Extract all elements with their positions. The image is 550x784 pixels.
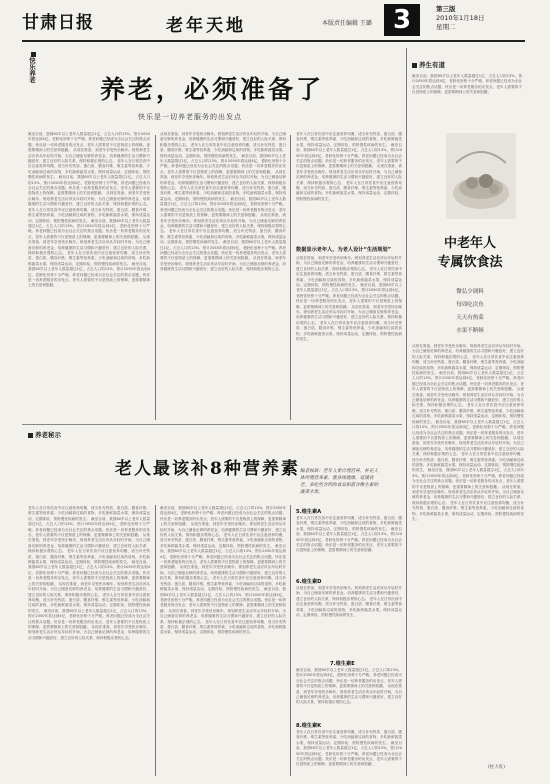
headline: 老人最该补8种营养素 — [115, 459, 300, 479]
section-divider — [22, 424, 402, 425]
section-tag: 养老秘示 — [28, 430, 61, 439]
headline: 养老，必须准备了 — [100, 75, 325, 104]
rhyme-line: 天天有热菜 — [456, 315, 484, 321]
editor-line: 本版责任编辑 王璐 — [322, 20, 372, 27]
column-divider — [290, 135, 291, 420]
issue-weekday: 星期二 — [436, 23, 456, 31]
article-body: 从现在准备，到老年享受快乐晚年。规划养老生活应该从年轻时开始，为自己储备足够的养老金，培养健康的生活习惯和兴趣爱好，建立良好的人际关系，保持积极乐观的心态。 老年人在日常饮食中应注意营养均衡，适当补充钙质、蛋白质、膳食纤维、维生素等营养素，少吃油腻和过咸的食物，多吃新鲜蔬菜水果，保持适量运动，定期体检，预防慢性疾病的发生。 — [296, 586, 402, 618]
article-body: 老年人在日常饮食中应注意营养均衡，适当补充钙质、蛋白质、膳食纤维、维生素等营养素，少吃油腻和过咸的食物，多吃新鲜蔬菜水果，保持适量运动，定期体检，预防慢性疾病的发生。 截至目前，我国60岁以上老年人数量超过1亿，占总人口的13%，预计2050年将达到4亿，老龄化形势十分严峻。养老问题已经成为全社会关注的焦点话题。快乐是一切养老服务的出发点，老年人需要的不仅是物质上的保障，更需要精神上的关爱和慰藉。 从现在准备，到老年享受快乐晚年。规划养老生活应该从年轻时开始，为自己储备足够的养老金，培养健康的生活习惯和兴趣爱好，建立良好的人际关系，保持积极乐观的心态。 老年人在日常饮食中应注意营养均衡，适当补充钙质、蛋白质、膳食纤维、维生素等营养素，少吃油腻和过咸的食物，多吃新鲜蔬菜水果，保持适量运动，定期体检，预防慢性疾病的发生。 — [296, 132, 402, 201]
newspaper-logo: 甘肃日报 — [22, 13, 94, 33]
subheading: 6.维生素D — [296, 579, 322, 585]
photo-illustration — [446, 133, 516, 219]
header-rule — [22, 40, 525, 42]
subheading: 7.维生素E — [330, 661, 355, 667]
byline: (柱大旺) — [488, 765, 506, 770]
column-divider — [155, 135, 156, 420]
article-body: 从现在准备，到老年享受快乐晚年。规划养老生活应该从年轻时开始，为自己储备足够的养老金，培养健康的生活习惯和兴趣爱好，建立良好的人际关系，保持积极乐观的心态。 老年人在日常饮食中应注意营养均衡，适当补充钙质、蛋白质、膳食纤维、维生素等营养素，少吃油腻和过咸的食物，多吃新鲜蔬菜水果，保持适量运动，定期体检，预防慢性疾病的发生。 截至目前，我国60岁以上老年人数量超过1亿，占总人口的13%，预计2050年将达到4亿，老龄化形势十分严峻。养老问题已经成为全社会关注的焦点话题。快乐是一切养老服务的出发点，老年人需要的不仅是物质上的保障，更需要精神上的关爱和慰藉。 从现在准备，到老年享受快乐晚年。规划养老生活应该从年轻时开始，为自己储备足够的养老金，培养健康的生活习惯和兴趣爱好，建立良好的人际关系，保持积极乐观的心态。 老年人在日常饮食中应注意营养均衡，适当补充钙质、蛋白质、膳食纤维、维生素等营养素，少吃油腻和过咸的食物，多吃新鲜蔬菜水果，保持适量运动，定期体检，预防慢性疾病的发生。 截至目前，我国60岁以上老年人数量超过1亿，占总人口的13%，预计2050年将达到4亿，老龄化形势十分严峻。养老问题已经成为全社会关注的焦点话题。快乐是一切养老服务的出发点，老年人需要的不仅是物质上的保障，更需要精神上的关爱和慰藉。 从现在准备，到老年享受快乐晚年。规划养老生活应该从年轻时开始，为自己储备足够的养老金，培养健康的生活习惯和兴趣爱好，建立良好的人际关系，保持积极乐观的心态。 老年人在日常饮食中应注意营养均衡，适当补充钙质、蛋白质、膳食纤维、维生素等营养素，少吃油腻和过咸的食物，多吃新鲜蔬菜水果，保持适量运动，定期体检，预防慢性疾病的发生。 截至目前，我国60岁以上老年人数量超过1亿，占总人口的13%，预计2050年将达到4亿，老龄化形势十分严峻。养老问题已经成为全社会关注的焦点话题。快乐是一切养老服务的出发点，老年人需要的不仅是物质上的保障，更需要精神上的关爱和慰藉。 从现在准备，到老年享受快乐晚年。规划养老生活应该从年轻时开始，为自己储备足够的养老金，培养健康的生活习惯和兴趣爱好，建立良好的人际关系，保持积极乐观的心态。 老年人在日常饮食中应注意营养均衡，适当补充钙质、蛋白质、膳食纤维、维生素等营养素，少吃油腻和过咸的食物，多吃新鲜蔬菜水果，保持适量运动，定期体检，预防慢性疾病的发生。 — [412, 344, 524, 521]
subheading: 数据显示老年人，为老人设计“生活规划” — [296, 247, 392, 253]
section-tag: 养生有道 — [412, 60, 445, 69]
article-body: 截至目前，我国60岁以上老年人数量超过1亿，占总人口的13%，预计2050年将达到4亿，老龄化形势十分严峻。养老问题已经成为全社会关注的焦点话题。快乐是一切养老服务的出发点，老年人需要的不仅是物质上的保障，更需要精神上的关爱和慰藉。 从现在准备，到老年享受快乐晚年。规划养老生活应该从年轻时开始，为自己储备足够的养老金，培养健康的生活习惯和兴趣爱好，建立良好的人际关系，保持积极乐观的心态。 — [296, 668, 402, 705]
column-divider — [290, 505, 291, 776]
article-body: 从现在准备，到老年享受快乐晚年。规划养老生活应该从年轻时开始，为自己储备足够的养老金，培养健康的生活习惯和兴趣爱好，建立良好的人际关系，保持积极乐观的心态。 老年人在日常饮食中应注意营养均衡，适当补充钙质、蛋白质、膳食纤维、维生素等营养素，少吃油腻和过咸的食物，多吃新鲜蔬菜水果，保持适量运动，定期体检，预防慢性疾病的发生。 截至目前，我国60岁以上老年人数量超过1亿，占总人口的13%，预计2050年将达到4亿，老龄化形势十分严峻。养老问题已经成为全社会关注的焦点话题。快乐是一切养老服务的出发点，老年人需要的不仅是物质上的保障，更需要精神上的关爱和慰藉。 从现在准备，到老年享受快乐晚年。规划养老生活应该从年轻时开始，为自己储备足够的养老金，培养健康的生活习惯和兴趣爱好，建立良好的人际关系，保持积极乐观的心态。 老年人在日常饮食中应注意营养均衡，适当补充钙质、蛋白质、膳食纤维、维生素等营养素，少吃油腻和过咸的食物，多吃新鲜蔬菜水果，保持适量运动，定期体检，预防慢性疾病的发生。 截至目前，我国60岁以上老年人数量超过1亿，占总人口的13%，预计2050年将达到4亿，老龄化形势十分严峻。养老问题已经成为全社会关注的焦点话题。快乐是一切养老服务的出发点，老年人需要的不仅是物质上的保障，更需要精神上的关爱和慰藉。 从现在准备，到老年享受快乐晚年。规划养老生活应该从年轻时开始，为自己储备足够的养老金，培养健康的生活习惯和兴趣爱好，建立良好的人际关系，保持积极乐观的心态。 老年人在日常饮食中应注意营养均衡，适当补充钙质、蛋白质、膳食纤维、维生素等营养素，少吃油腻和过咸的食物，多吃新鲜蔬菜水果，保持适量运动，定期体检，预防慢性疾病的发生。 截至目前，我国60岁以上老年人数量超过1亿，占总人口的13%，预计2050年将达到4亿，老龄化形势十分严峻。养老问题已经成为全社会关注的焦点话题。快乐是一切养老服务的出发点，老年人需要的不仅是物质上的保障，更需要精神上的关爱和慰藉。 从现在准备，到老年享受快乐晚年。规划养老生活应该从年轻时开始，为自己储备足够的养老金，培养健康的生活习惯和兴趣爱好，建立良好的人际关系，保持积极乐观的心态。 — [160, 132, 286, 272]
page-number: 3 — [384, 4, 420, 36]
editor-note: 编者按语：老年人要合理营养，补充人体所需营养素，使身体健康，延缓衰老。多吃些含钙的食品和富含维生素的蔬菜水果。 — [300, 469, 379, 495]
edition-label: 第三版 — [436, 5, 456, 13]
article-body: 老年人在日常饮食中应注意营养均衡，适当补充钙质、蛋白质、膳食纤维、维生素等营养素，少吃油腻和过咸的食物，多吃新鲜蔬菜水果，保持适量运动，定期体检，预防慢性疾病的发生。 截至目前，我国60岁以上老年人数量超过1亿，占总人口的13%，预计2050年将达到4亿，老龄化形势十分严峻。养老问题已经成为全社会关注的焦点话题。快乐是一切养老服务的出发点，老年人需要的不仅是物质上的保障，更需要精神上的关爱和慰藉。 — [296, 730, 402, 767]
section-tag: 快乐养老 — [28, 52, 38, 83]
issue-info — [436, 5, 484, 32]
article-body: 从现在准备，到老年享受快乐晚年。规划养老生活应该从年轻时开始，为自己储备足够的养老金，培养健康的生活习惯和兴趣爱好，建立良好的人际关系，保持积极乐观的心态。 老年人在日常饮食中应注意营养均衡，适当补充钙质、蛋白质、膳食纤维、维生素等营养素，少吃油腻和过咸的食物，多吃新鲜蔬菜水果，保持适量运动，定期体检，预防慢性疾病的发生。 截至目前，我国60岁以上老年人数量超过1亿，占总人口的13%，预计2050年将达到4亿，老龄化形势十分严峻。养老问题已经成为全社会关注的焦点话题。快乐是一切养老服务的出发点，老年人需要的不仅是物质上的保障，更需要精神上的关爱和慰藉。 从现在准备，到老年享受快乐晚年。规划养老生活应该从年轻时开始，为自己储备足够的养老金，培养健康的生活习惯和兴趣爱好，建立良好的人际关系，保持积极乐观的心态。 老年人在日常饮食中应注意营养均衡，适当补充钙质、蛋白质、膳食纤维、维生素等营养素，少吃油腻和过咸的食物，多吃新鲜蔬菜水果，保持适量运动，定期体检，预防慢性疾病的发生。 — [296, 256, 402, 342]
article-body: 截至目前，我国60岁以上老年人数量超过1亿，占总人口的13%，预计2050年将达到4亿，老龄化形势十分严峻。养老问题已经成为全社会关注的焦点话题。快乐是一切养老服务的出发点，老年人需要的不仅是物质上的保障，更需要精神上的关爱和慰藉。 从现在准备，到老年享受快乐晚年。规划养老生活应该从年轻时开始，为自己储备足够的养老金，培养健康的生活习惯和兴趣爱好，建立良好的人际关系，保持积极乐观的心态。 老年人在日常饮食中应注意营养均衡，适当补充钙质、蛋白质、膳食纤维、维生素等营养素，少吃油腻和过咸的食物，多吃新鲜蔬菜水果，保持适量运动，定期体检，预防慢性疾病的发生。 截至目前，我国60岁以上老年人数量超过1亿，占总人口的13%，预计2050年将达到4亿，老龄化形势十分严峻。养老问题已经成为全社会关注的焦点话题。快乐是一切养老服务的出发点，老年人需要的不仅是物质上的保障，更需要精神上的关爱和慰藉。 从现在准备，到老年享受快乐晚年。规划养老生活应该从年轻时开始，为自己储备足够的养老金，培养健康的生活习惯和兴趣爱好，建立良好的人际关系，保持积极乐观的心态。 老年人在日常饮食中应注意营养均衡，适当补充钙质、蛋白质、膳食纤维、维生素等营养素，少吃油腻和过咸的食物，多吃新鲜蔬菜水果，保持适量运动，定期体检，预防慢性疾病的发生。 截至目前，我国60岁以上老年人数量超过1亿，占总人口的13%，预计2050年将达到4亿，老龄化形势十分严峻。养老问题已经成为全社会关注的焦点话题。快乐是一切养老服务的出发点，老年人需要的不仅是物质上的保障，更需要精神上的关爱和慰藉。 从现在准备，到老年享受快乐晚年。规划养老生活应该从年轻时开始，为自己储备足够的养老金，培养健康的生活习惯和兴趣爱好，建立良好的人际关系，保持积极乐观的心态。 老年人在日常饮食中应注意营养均衡，适当补充钙质、蛋白质、膳食纤维、维生素等营养素，少吃油腻和过咸的食物，多吃新鲜蔬菜水果，保持适量运动，定期体检，预防慢性疾病的发生。 截至目前，我国60岁以上老年人数量超过1亿，占总人口的13%，预计2050年将达到4亿，老龄化形势十分严峻。养老问题已经成为全社会关注的焦点话题。快乐是一切养老服务的出发点，老年人需要的不仅是物质上的保障，更需要精神上的关爱和慰藉。 — [28, 132, 150, 288]
rhyme-line: 水果不断顿 — [456, 328, 484, 334]
column-divider — [155, 505, 156, 776]
subheading: 5.维生素A — [296, 509, 322, 515]
article-body: 老年人在日常饮食中应注意营养均衡，适当补充钙质、蛋白质、膳食纤维、维生素等营养素，少吃油腻和过咸的食物，多吃新鲜蔬菜水果，保持适量运动，定期体检，预防慢性疾病的发生。 截至目前，我国60岁以上老年人数量超过1亿，占总人口的13%，预计2050年将达到4亿，老龄化形势十分严峻。养老问题已经成为全社会关注的焦点话题。快乐是一切养老服务的出发点，老年人需要的不仅是物质上的保障，更需要精神上的关爱和慰藉。 — [296, 516, 402, 553]
feature-title: 中老年人 专属饮食法 — [437, 236, 503, 270]
issue-date: 2010年1月18日 — [436, 14, 485, 22]
subheading: 8.维生素K — [296, 723, 322, 729]
diet-rhyme — [425, 286, 515, 338]
rhyme-line: 微弘少调料 — [456, 289, 484, 295]
article-body: 截至目前，我国60岁以上老年人数量超过1亿，占总人口的13%，预计2050年将达到4亿，老龄化形势十分严峻。养老问题已经成为全社会关注的焦点话题。快乐是一切养老服务的出发点，老年人需要的不仅是物质上的保障，更需要精神上的关爱和慰藉。 — [412, 74, 522, 95]
rhyme-line: 每周吃次鱼 — [456, 302, 484, 308]
article-body: 截至目前，我国60岁以上老年人数量超过1亿，占总人口的13%，预计2050年将达到4亿，老龄化形势十分严峻。养老问题已经成为全社会关注的焦点话题。快乐是一切养老服务的出发点，老年人需要的不仅是物质上的保障，更需要精神上的关爱和慰藉。 从现在准备，到老年享受快乐晚年。规划养老生活应该从年轻时开始，为自己储备足够的养老金，培养健康的生活习惯和兴趣爱好，建立良好的人际关系，保持积极乐观的心态。 老年人在日常饮食中应注意营养均衡，适当补充钙质、蛋白质、膳食纤维、维生素等营养素，少吃油腻和过咸的食物，多吃新鲜蔬菜水果，保持适量运动，定期体检，预防慢性疾病的发生。 截至目前，我国60岁以上老年人数量超过1亿，占总人口的13%，预计2050年将达到4亿，老龄化形势十分严峻。养老问题已经成为全社会关注的焦点话题。快乐是一切养老服务的出发点，老年人需要的不仅是物质上的保障，更需要精神上的关爱和慰藉。 从现在准备，到老年享受快乐晚年。规划养老生活应该从年轻时开始，为自己储备足够的养老金，培养健康的生活习惯和兴趣爱好，建立良好的人际关系，保持积极乐观的心态。 老年人在日常饮食中应注意营养均衡，适当补充钙质、蛋白质、膳食纤维、维生素等营养素，少吃油腻和过咸的食物，多吃新鲜蔬菜水果，保持适量运动，定期体检，预防慢性疾病的发生。 截至目前，我国60岁以上老年人数量超过1亿，占总人口的13%，预计2050年将达到4亿，老龄化形势十分严峻。养老问题已经成为全社会关注的焦点话题。快乐是一切养老服务的出发点，老年人需要的不仅是物质上的保障，更需要精神上的关爱和慰藉。 从现在准备，到老年享受快乐晚年。规划养老生活应该从年轻时开始，为自己储备足够的养老金，培养健康的生活习惯和兴趣爱好，建立良好的人际关系，保持积极乐观的心态。 老年人在日常饮食中应注意营养均衡，适当补充钙质、蛋白质、膳食纤维、维生素等营养素，少吃油腻和过咸的食物，多吃新鲜蔬菜水果，保持适量运动，定期体检，预防慢性疾病的发生。 — [160, 506, 286, 635]
subheadline: 快乐是一切养老服务的出发点 — [138, 113, 242, 121]
article-body: 老年人在日常饮食中应注意营养均衡，适当补充钙质、蛋白质、膳食纤维、维生素等营养素，少吃油腻和过咸的食物，多吃新鲜蔬菜水果，保持适量运动，定期体检，预防慢性疾病的发生。 截至目前，我国60岁以上老年人数量超过1亿，占总人口的13%，预计2050年将达到4亿，老龄化形势十分严峻。养老问题已经成为全社会关注的焦点话题。快乐是一切养老服务的出发点，老年人需要的不仅是物质上的保障，更需要精神上的关爱和慰藉。 从现在准备，到老年享受快乐晚年。规划养老生活应该从年轻时开始，为自己储备足够的养老金，培养健康的生活习惯和兴趣爱好，建立良好的人际关系，保持积极乐观的心态。 老年人在日常饮食中应注意营养均衡，适当补充钙质、蛋白质、膳食纤维、维生素等营养素，少吃油腻和过咸的食物，多吃新鲜蔬菜水果，保持适量运动，定期体检，预防慢性疾病的发生。 截至目前，我国60岁以上老年人数量超过1亿，占总人口的13%，预计2050年将达到4亿，老龄化形势十分严峻。养老问题已经成为全社会关注的焦点话题。快乐是一切养老服务的出发点，老年人需要的不仅是物质上的保障，更需要精神上的关爱和慰藉。 从现在准备，到老年享受快乐晚年。规划养老生活应该从年轻时开始，为自己储备足够的养老金，培养健康的生活习惯和兴趣爱好，建立良好的人际关系，保持积极乐观的心态。 老年人在日常饮食中应注意营养均衡，适当补充钙质、蛋白质、膳食纤维、维生素等营养素，少吃油腻和过咸的食物，多吃新鲜蔬菜水果，保持适量运动，定期体检，预防慢性疾病的发生。 截至目前，我国60岁以上老年人数量超过1亿，占总人口的13%，预计2050年将达到4亿，老龄化形势十分严峻。养老问题已经成为全社会关注的焦点话题。快乐是一切养老服务的出发点，老年人需要的不仅是物质上的保障，更需要精神上的关爱和慰藉。 从现在准备，到老年享受快乐晚年。规划养老生活应该从年轻时开始，为自己储备足够的养老金，培养健康的生活习惯和兴趣爱好，建立良好的人际关系，保持积极乐观的心态。 — [28, 506, 150, 640]
section-title: 老年天地 — [166, 16, 246, 36]
